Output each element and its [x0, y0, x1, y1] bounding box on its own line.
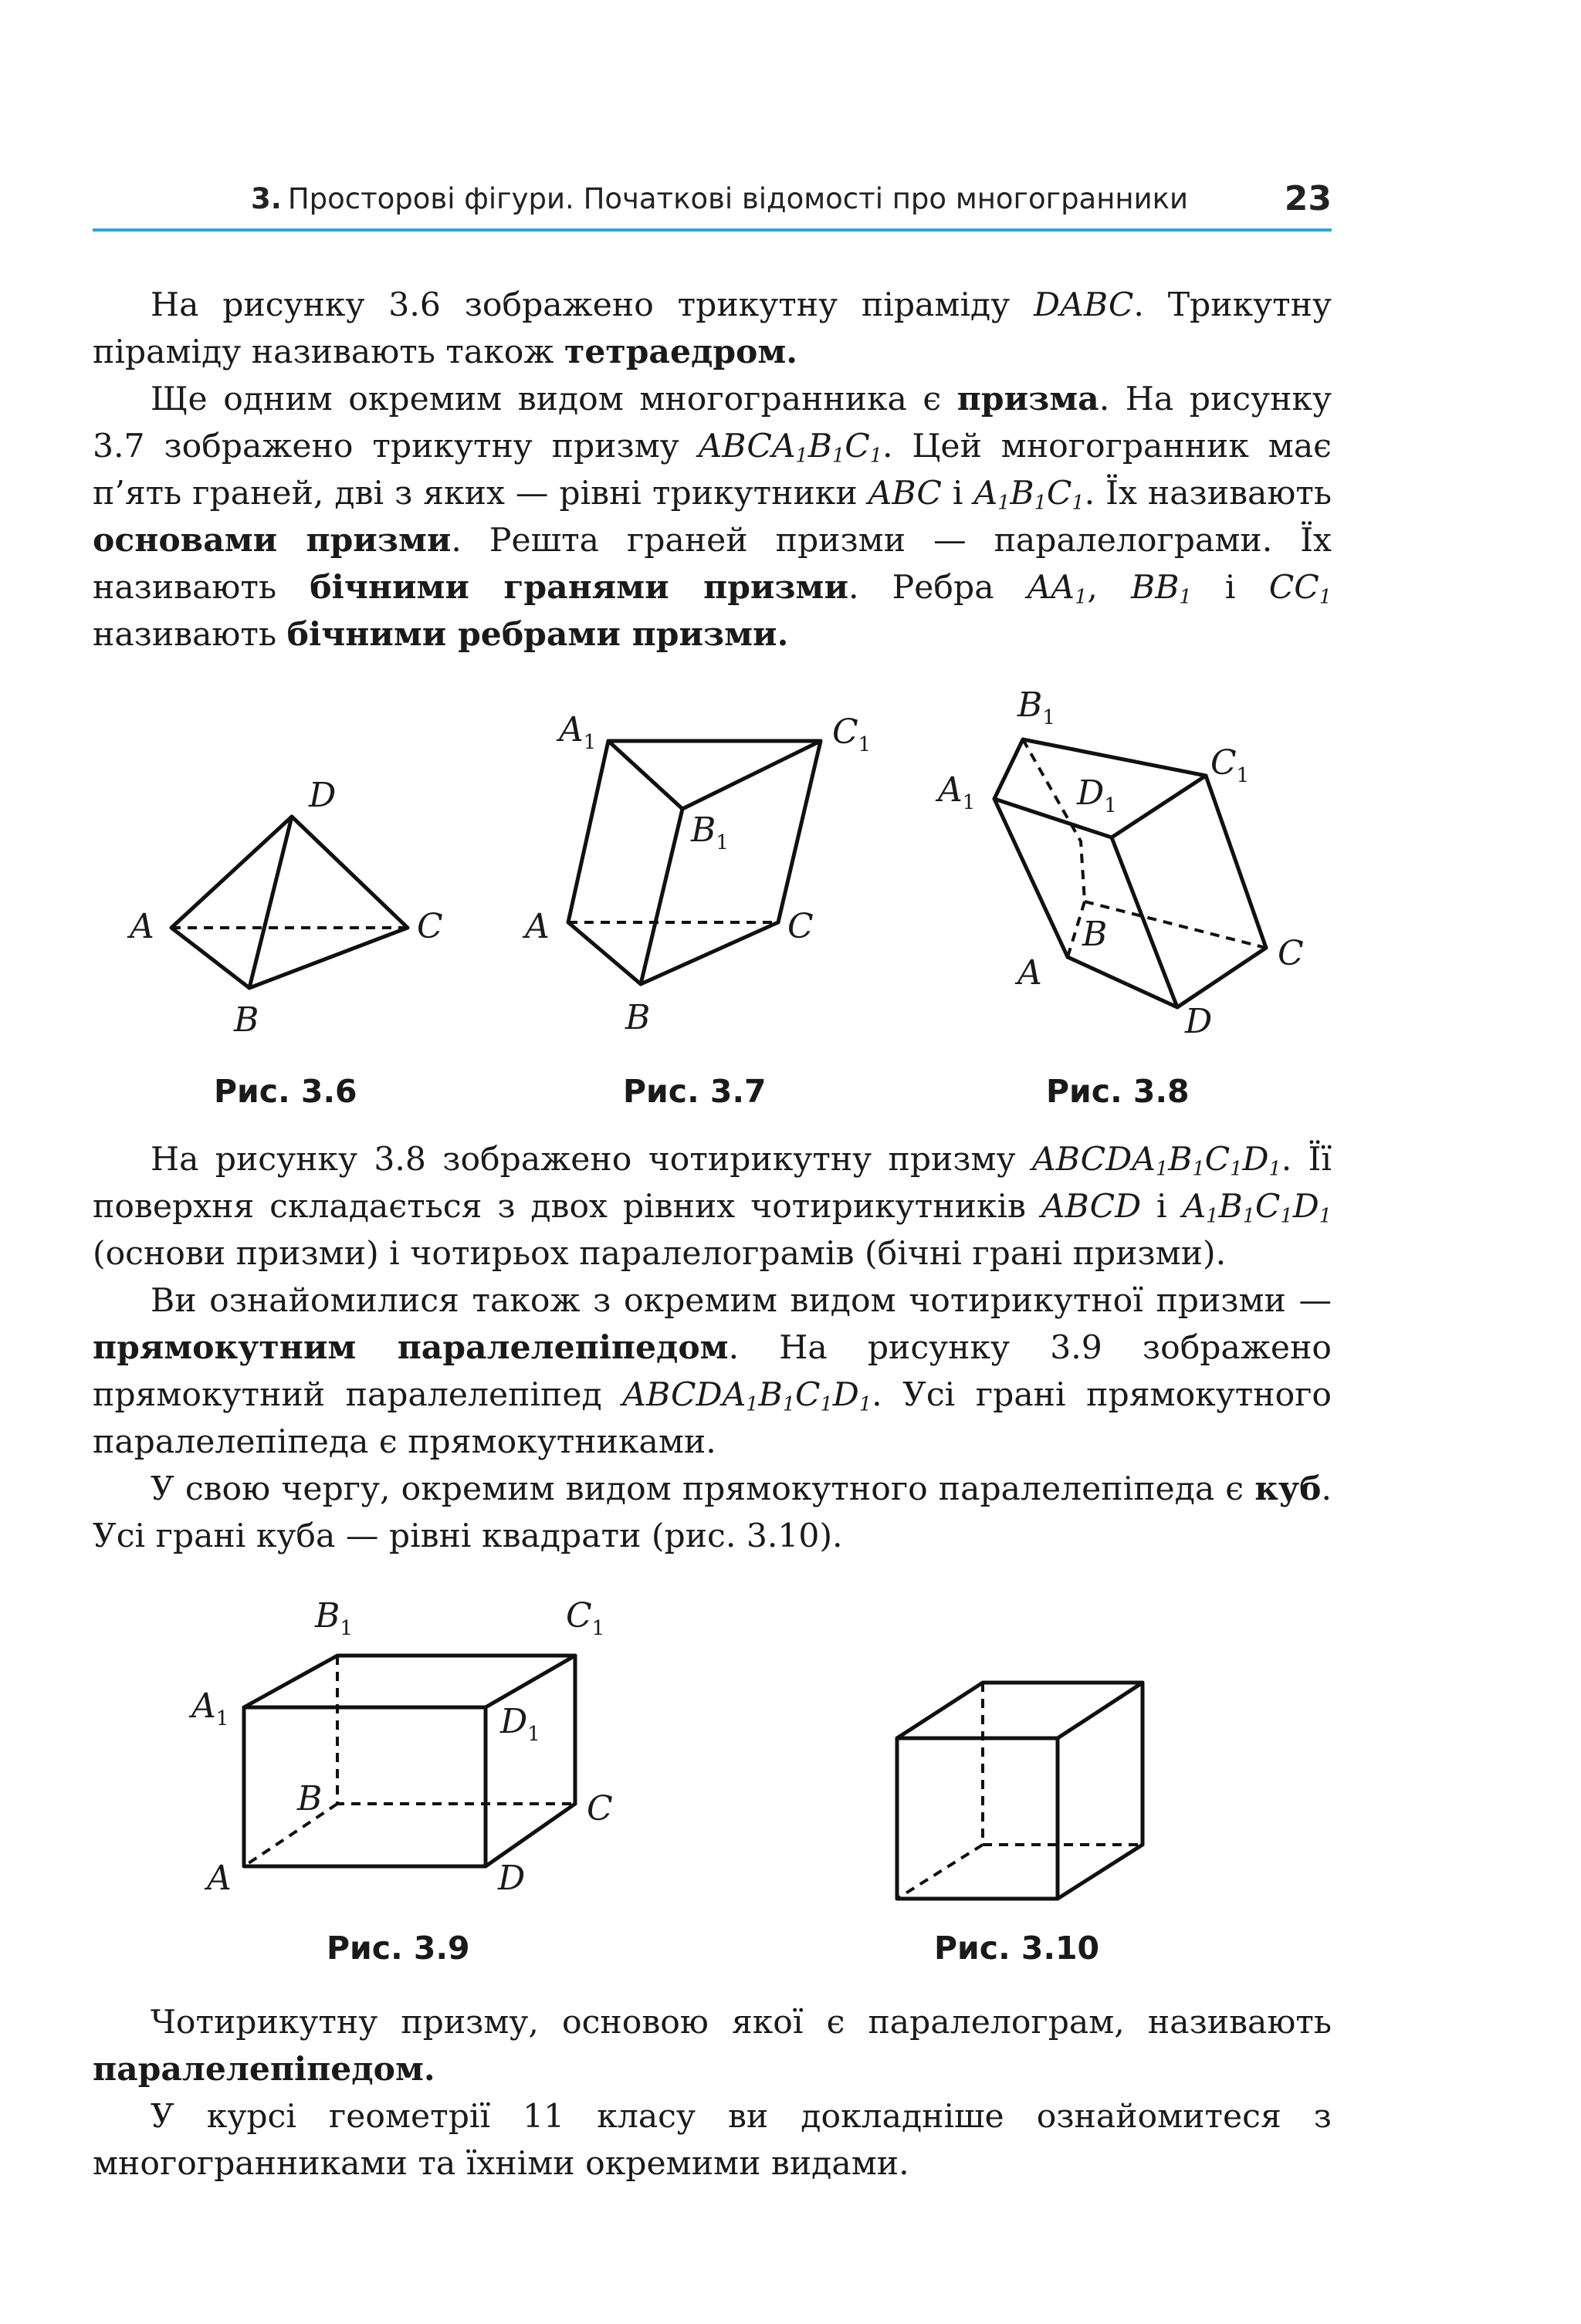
- caption-fig-3-10: Рис. 3.10: [934, 1930, 1100, 1967]
- paragraph-prism: Ще одним окремим видом многогранника є призма. На рисунку 3.7 зображено трикутну призму $ABCA_1B_1C_1$. Цей многогранник має п’ять граней, дві з яких — рівні трикутники ABC і $A_1B_1C_1$. Їх називають основами призми. Решта граней призми — паралелограми. Їх називають бічними гранями призми. Ребра $AA_1$, $BB_1$ і $CC_1$ називають бічними ребрами призми.: [93, 380, 1332, 654]
- figure-3-6-tetrahedron: [127, 776, 443, 1040]
- figure-3-8-quadrilateral-prism: [935, 685, 1304, 1041]
- chapter-title: Просторові фігури. Початкові відомості про многогранники: [287, 182, 1189, 215]
- edge-bb1: $BB_1$: [1131, 569, 1192, 609]
- edge-cc1: $CC_1$: [1268, 569, 1332, 609]
- label-a: A: [525, 907, 550, 946]
- prism-name-abcda1b1c1d1: $ABCDA_1B_1C_1D_1$: [1031, 1141, 1281, 1181]
- label-a1: $A_1$: [191, 1686, 229, 1730]
- caption-fig-3-9: Рис. 3.9: [327, 1930, 470, 1967]
- label-d: D: [1185, 1002, 1213, 1041]
- text-block-2: [93, 1136, 1332, 1560]
- triangle-a1b1c1: $A_1B_1C_1$: [973, 475, 1085, 515]
- label-a1: $A_1$: [938, 770, 976, 814]
- chapter-number: 3.: [251, 182, 282, 215]
- label-a: A: [1017, 953, 1042, 993]
- label-c: C: [787, 907, 814, 946]
- caption-fig-3-7: Рис. 3.7: [623, 1073, 767, 1110]
- label-b1: $B_1$: [315, 1596, 353, 1640]
- figure-3-9-rectangular-parallelepiped: [188, 1596, 613, 1898]
- prism-name-abca1b1c1: $ABCA_1B_1C_1$: [698, 428, 883, 468]
- paragraph-course-note: У курсі геометрії 11 класу ви докладніше ознайомитеся з многогранниками та їхніми окремими видами.: [93, 2098, 1332, 2183]
- paragraph-parallelepiped: Чотирикутну призму, основою якої є паралелограм, називають паралелепіпедом.: [93, 2004, 1332, 2089]
- label-b1: $B_1$: [691, 810, 729, 854]
- page-number: 23: [1284, 179, 1332, 218]
- figure-3-10-cube: [897, 1683, 1143, 1899]
- figure-3-7-triangular-prism: [522, 710, 871, 1037]
- label-c: C: [587, 1789, 613, 1828]
- label-a: A: [207, 1859, 232, 1898]
- label-d: D: [498, 1859, 526, 1898]
- label-b1: $B_1$: [1017, 685, 1055, 729]
- label-b: B: [625, 998, 651, 1037]
- label-a1: $A_1$: [559, 710, 597, 754]
- paragraph-rect-parallelepiped: Ви ознайомилися також з окремим видом чотирикутної призми — прямокутним паралелепіпедом. На рисунку 3.9 зображено прямокутний паралелепіпед $ABCDA_1B_1C_1D_1$. Усі грані прямокутного паралелепіпеда є прямокутниками.: [93, 1282, 1332, 1461]
- label-d1: $D_1$: [1077, 773, 1117, 817]
- label-d1: $D_1$: [500, 1702, 540, 1746]
- parallelepiped-name: $ABCDA_1B_1C_1D_1$: [622, 1376, 872, 1416]
- label-c1: $C_1$: [1210, 743, 1250, 787]
- label-b: B: [297, 1779, 323, 1818]
- label-a: A: [130, 907, 154, 946]
- label-b: B: [1082, 915, 1108, 954]
- paragraph-cube: У свою чергу, окремим видом прямокутного паралелепіпеда є куб. Усі грані куба — рівні квадрати (рис. 3.10).: [93, 1470, 1332, 1555]
- label-c: C: [1278, 934, 1304, 973]
- text-block-3: [93, 1999, 1332, 2187]
- paragraph-quad-prism: На рисунку 3.8 зображено чотирикутну призму $ABCDA_1B_1C_1D_1$. Її поверхня складається з двох рівних чотирикутників ABCD і $A_1B_1C_1D_1$ (основи призми) і чотирьох паралелограмів (бічні грані призми).: [93, 1141, 1332, 1273]
- label-d: D: [309, 776, 337, 815]
- quad-a1b1c1d1: $A_1B_1C_1D_1$: [1182, 1188, 1332, 1228]
- paragraph-tetrahedron: На рисунку 3.6 зображено трикутну піраміду DABC. Трикутну піраміду називають також тетраедром.: [93, 286, 1332, 371]
- label-b: B: [234, 1000, 259, 1040]
- label-c1: $C_1$: [566, 1596, 605, 1640]
- caption-fig-3-6: Рис. 3.6: [214, 1073, 357, 1110]
- edge-aa1: $AA_1$: [1027, 569, 1088, 609]
- caption-fig-3-8: Рис. 3.8: [1046, 1073, 1190, 1110]
- label-c: C: [417, 907, 443, 946]
- label-c1: $C_1$: [832, 712, 872, 756]
